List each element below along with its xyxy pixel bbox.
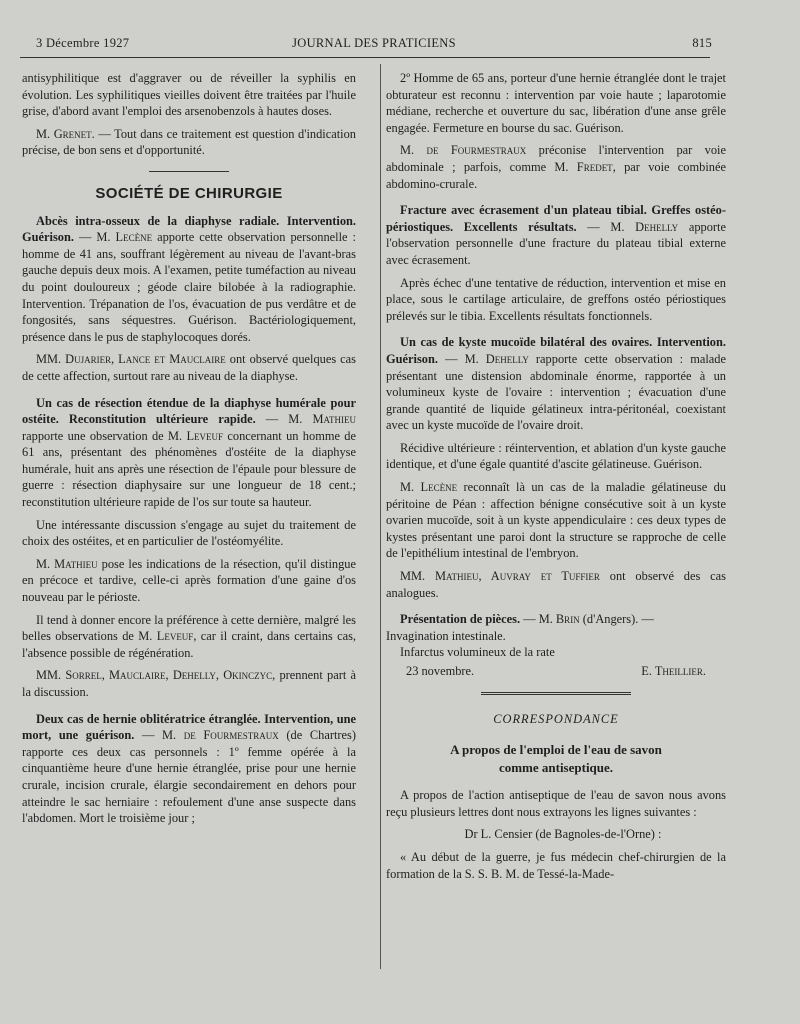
- article-paragraph: [386, 611, 726, 628]
- paragraph-text: apporte l'observation personnelle d'une fracture du plateau tibial externe avec écrasement.: [386, 219, 726, 267]
- author-name: M. Dehelly: [464, 351, 529, 366]
- author-name: M. de Fourmestraux: [162, 728, 279, 743]
- article-title: [386, 741, 726, 777]
- paragraph-text: apporte cette observation personnelle : homme de 41 ans, souffrant légèrement au niveau de l'avant-bras gauche depuis deux mois. A l'examen, petite tuméfaction au niveau du point douloureux ; géode claire bilobée à la radiographie. Intervention. Trépanation de l'os, évacuation de pus verdâtre et de fongosités, sans séquestres. Guérison. Bactériologiquement, présence dans le pus de staphylocoques dorés.: [22, 230, 356, 344]
- article-paragraph: Un cas de kyste mucoïde bilatéral des ovaires. Intervention. Guérison. — M. Dehelly rapporte cette observation : malade présentant une distension abdominale énorme, rapportée à un volumineux kyste de l'ovaire : intervention ; évacuation d'une grande quantité de liquide gélatineux intra-péritonéal, coexistant avec un kyste mucoïde de l'ovaire droit.: [386, 335, 726, 433]
- paragraph-text: ont observé des cas analogues.: [386, 569, 726, 600]
- paragraph: [22, 667, 356, 700]
- paragraph-text: — Tout dans ce traitement est question d'indication précise, de bon sens et d'opportunité.: [22, 126, 356, 158]
- paragraph: [22, 351, 356, 384]
- author-name: Brin: [555, 612, 580, 627]
- column-divider: [380, 64, 381, 969]
- paragraph: [386, 568, 726, 601]
- author-name: M. Leveuf: [138, 629, 194, 644]
- author-name: M. Leveuf: [168, 428, 224, 443]
- paragraph-text: concernant un homme de 61 ans, présentant des phénomènes d'ostéite de la diaphyse humérale, huit ans après une résection de l'épaule pour blessure de guerre : résection diaphysaire sur une longueur de 18 cent.; reconstitution ultérieure rapide de l'os sur toute sa hauteur.: [22, 428, 357, 510]
- article-paragraph: Deux cas de hernie oblitératrice étranglée. Intervention, une mort, une guérison. — M. de Fourmestraux (de Chartres) rapporte ces deux cas personnels : 1º femme opérée à la cinquantième heure d'une hernie étranglée, prise pour une hernie crurale, incision crurale, élargie secondairement en dehors pour atteindre le sac herniaire : refoulement d'une anse suspecte dans l'abdomen. Mort le troisième jour ;: [22, 711, 356, 826]
- author-name: M. Dehelly: [610, 219, 679, 234]
- separator-rule: [481, 692, 631, 697]
- paragraph: antisyphilitique est d'aggraver ou de réveiller la syphilis en évolution. Les syphilitiques vieilles doivent être traitées par l'huile grise, d'abord avant l'emploi des arsenobenzols à hautes doses.: [22, 71, 356, 119]
- paragraph-text: préconise l'intervention par voie abdominale ; parfois, comme: [386, 143, 726, 174]
- signature-name: E. Theillier.: [641, 664, 706, 678]
- author-names: MM. Dujarier, Lance et Mauclaire: [36, 352, 226, 367]
- section-title: CORRESPONDANCE: [493, 711, 619, 726]
- separator-rule: [149, 171, 229, 172]
- author-name: M. Lecène: [96, 230, 153, 245]
- author-names: MM. Mathieu, Auvray et Tuffier: [400, 569, 600, 584]
- article-title: Abcès intra-osseux de la diaphyse radiale. Intervention. Guérison.: [22, 213, 356, 245]
- paragraph: [22, 556, 356, 606]
- paragraph: [386, 142, 726, 192]
- article-paragraph: Un cas de résection étendue de la diaphyse humérale pour ostéite. Reconstitution ultérieure rapide. — M. Mathieu rapporte une observation de M. Leveuf concernant un homme de 61 ans, présentant des phénomènes d'ostéite de la diaphyse humérale, huit ans après une résection de l'épaule pour blessure de guerre : résection diaphysaire sur une longueur de 18 cent.; reconstitution ultérieure rapide de l'os sur toute sa hauteur.: [22, 395, 357, 510]
- header-page-number: 815: [692, 36, 712, 50]
- article-title: Un cas de résection étendue de la diaphyse humérale pour ostéite. Reconstitution ultérieure rapide.: [22, 395, 356, 427]
- article-title: Fracture avec écrasement d'un plateau tibial. Greffes ostéo-périostiques. Excellents résultats.: [386, 203, 726, 234]
- paragraph: A propos de l'action antiseptique de l'eau de savon nous avons reçu plusieurs lettres dont nous extrayons les lignes suivantes :: [386, 788, 726, 819]
- signature-date: 23 novembre.: [406, 664, 475, 678]
- paragraph: Après échec d'une tentative de réduction, intervention et mise en place, sous le cartilage articulaire, de greffons ostéo périostiques prélevés sur le tibia. Excellents résultats fonctionnels.: [386, 275, 726, 323]
- paragraph: Une intéressante discussion s'engage au sujet du traitement de choix des ostéites, et en particulier de l'ostéomyélite.: [22, 517, 356, 549]
- author-name: M. Mathieu: [36, 556, 98, 571]
- author-name: M. Lecène: [400, 480, 458, 495]
- article-paragraph: Abcès intra-osseux de la diaphyse radiale. Intervention. Guérison. — M. Lecène apporte cette observation personnelle : homme de 41 ans, souffrant légèrement au niveau de l'avant-bras gauche depuis deux mois. A l'examen, petite tuméfaction au niveau du point douloureux ; géode claire bilobée à la radiographie. Intervention. Trépanation de l'os, évacuation de pus verdâtre et de fongosités, sans séquestres. Guérison. Bactériologiquement, présence dans le pus de staphylocoques dorés.: [22, 213, 356, 344]
- article-title: Un cas de kyste mucoïde bilatéral des ovaires. Intervention. Guérison.: [386, 335, 726, 366]
- author-name: M. Mathieu: [288, 412, 356, 427]
- letter-author: Dr L. Censier (de Bagnoles-de-l'Orne) :: [464, 827, 662, 842]
- article-paragraph: Fracture avec écrasement d'un plateau tibial. Greffes ostéo-périostiques. Excellents résultats. — M. Dehelly apporte l'observation personnelle d'une fracture du plateau tibial externe avec écrasement.: [386, 203, 726, 267]
- section-title: SOCIÉTÉ DE CHIRURGIE: [95, 184, 283, 202]
- left-column: [22, 70, 356, 833]
- paragraph: Infarctus volumineux de la rate: [400, 645, 555, 660]
- paragraph-text: rapporte une observation de: [22, 428, 169, 443]
- article-title: Présentation de pièces.: [400, 612, 521, 627]
- author-names: MM. Sorrel, Mauclaire, Dehelly, Okinczyc,: [36, 668, 276, 683]
- paragraph-text: — M.: [520, 612, 556, 627]
- signature-line: [386, 663, 726, 680]
- page-header: [36, 36, 712, 54]
- paragraph: [22, 612, 356, 662]
- paragraph-text: prennent part à la discussion.: [22, 668, 356, 699]
- right-column: [386, 70, 726, 888]
- paragraph-text: reconnaît là un cas de la maladie gélatineuse du péritoine de Péan : affection bénigne consécutive soit à un kyste ovarien mucoïde, soit à un kyste appendiculaire : ces deux types de kystes présentant une paroi dont la structure se rapproche de celle de l'epithélium intestinal de l'embryon.: [386, 480, 726, 561]
- author-name: M. de Fourmestraux: [400, 143, 527, 158]
- paragraph: [22, 126, 356, 159]
- paragraph-text: , par voie combinée abdomino-crurale.: [386, 159, 726, 191]
- paragraph: [386, 479, 726, 562]
- header-rule: [20, 57, 710, 58]
- paragraph-text: , car il craint, dans certains cas, l'absence possible de régénération.: [22, 629, 357, 660]
- paragraph: 2º Homme de 65 ans, porteur d'une hernie étranglée dont le trajet obturateur est reconnu : intervention par voie haute ; laparotomie médiane, recherche et ouverture du sac, libération d'une anse grêle engagée. Fermeture en bourse du sac. Guérison.: [386, 71, 726, 135]
- paragraph-text: Il tend à donner encore la préférence à cette dernière, malgré les belles observations de: [22, 612, 356, 644]
- paragraph-text: ont observé quelques cas de cette affection, surtout rare au niveau de la diaphyse.: [22, 352, 356, 383]
- paragraph: Récidive ultérieure : réintervention, et ablation d'un kyste gauche identique, et d'une égale quantité d'ascite gélatineuse. Guérison.: [386, 440, 726, 472]
- paragraph-text: rapporte cette observation : malade présentant une distension abdominale énorme, rapportée à un volumineux kyste de l'ovaire : intervention ; évacuation d'une grande quantité de liquide gélatineux intra-péritonéal, coexistant avec un kyste mucoïde de l'ovaire droit.: [386, 351, 726, 433]
- author-name: M. Grenet.: [36, 126, 95, 141]
- paragraph-text: pose les indications de la résection, qu'il distingue en précoce et tardive, celle-ci après formation d'une gaine d'os nouveau par le périoste.: [22, 556, 356, 605]
- header-date: 3 Décembre 1927: [36, 36, 130, 50]
- paragraph-text: (de Chartres) rapporte ces deux cas personnels : 1º femme opérée à la cinquantième heure d'une hernie étranglée, prise pour une hernie crurale, incision crurale, élargie secondairement en dehors pour atteindre le sac herniaire : refoulement d'une anse suspecte dans l'abdomen. Mort le troisième jour ;: [22, 728, 356, 826]
- paragraph: « Au début de la guerre, je fus médecin chef-chirurgien de la formation de la S. S. B. M. de Tessé-la-Made-: [386, 849, 726, 881]
- header-journal-title: JOURNAL DES PRATICIENS: [292, 36, 456, 50]
- paragraph-text: (d'Angers). —: [579, 612, 654, 627]
- article-title-line: comme antiseptique.: [498, 760, 614, 776]
- author-name: M. Fredet: [554, 159, 613, 174]
- article-title-line: A propos de l'emploi de l'eau de savon: [450, 742, 662, 758]
- paragraph: Invagination intestinale.: [386, 628, 506, 643]
- article-title: Deux cas de hernie oblitératrice étranglée. Intervention, une mort, une guérison.: [22, 711, 356, 743]
